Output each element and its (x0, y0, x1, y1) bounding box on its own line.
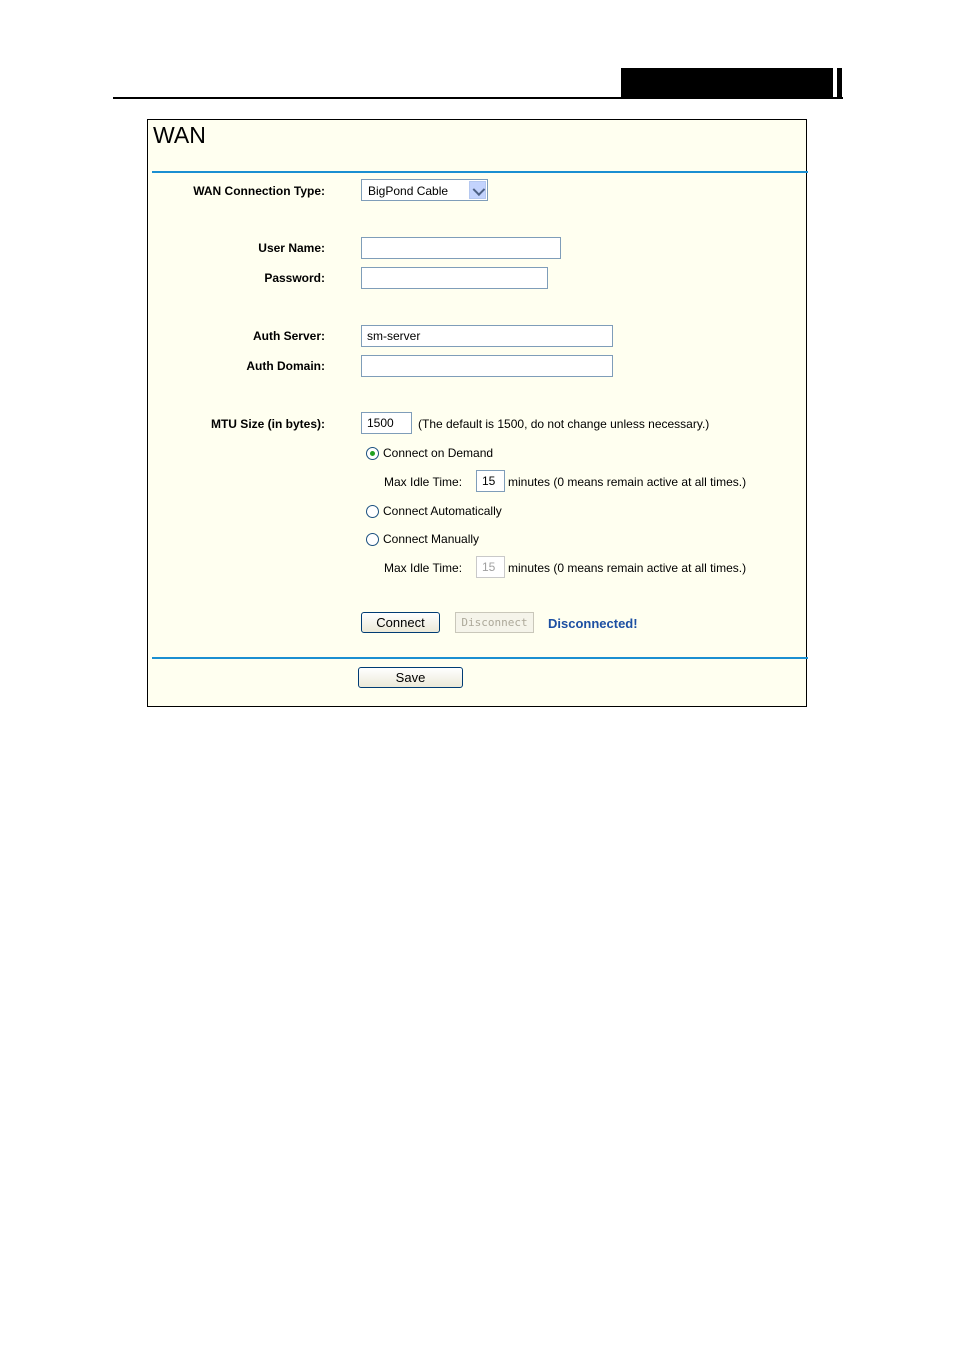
wan-panel (147, 119, 807, 707)
header-bar (621, 68, 833, 99)
password-input[interactable] (361, 267, 548, 289)
connect-button[interactable]: Connect (361, 612, 440, 633)
max-idle-input-2: 15 (476, 556, 505, 578)
connect-manually-radio[interactable] (366, 533, 379, 546)
connection-type-label: WAN Connection Type: (193, 184, 325, 198)
connection-status: Disconnected! (548, 616, 638, 631)
auth-domain-label: Auth Domain: (246, 359, 325, 373)
page-title: WAN (153, 122, 206, 148)
connect-manually-label[interactable]: Connect Manually (383, 532, 480, 546)
max-idle-label-1: Max Idle Time: (384, 475, 463, 489)
mtu-input[interactable]: 1500 (361, 412, 412, 434)
connect-on-demand-label[interactable]: Connect on Demand (383, 446, 494, 460)
mtu-hint: (The default is 1500, do not change unless necessary.) (418, 417, 710, 431)
top-divider (152, 171, 808, 173)
auth-server-label: Auth Server: (252, 329, 325, 343)
bottom-divider (152, 657, 808, 659)
max-idle-label-2: Max Idle Time: (384, 561, 463, 575)
username-label: User Name: (258, 241, 325, 255)
connect-automatically-label[interactable]: Connect Automatically (383, 504, 502, 518)
save-button[interactable]: Save (358, 667, 463, 688)
connection-type-select[interactable] (361, 179, 488, 201)
disconnect-button: Disconnect (455, 612, 534, 633)
auth-domain-input[interactable] (361, 355, 613, 377)
max-idle-hint-2: minutes (0 means remain active at all times.) (508, 561, 747, 575)
chevron-down-icon[interactable] (469, 181, 486, 199)
auth-server-input[interactable]: sm-server (361, 325, 613, 347)
connect-on-demand-radio[interactable] (366, 447, 379, 460)
password-label: Password: (264, 271, 325, 285)
connection-type-value: BigPond Cable (368, 184, 449, 198)
connect-automatically-radio[interactable] (366, 505, 379, 518)
mtu-label: MTU Size (in bytes): (210, 417, 325, 431)
max-idle-input-1[interactable]: 15 (476, 470, 505, 492)
header-rule (113, 97, 843, 99)
header-bar-accent (837, 68, 842, 99)
username-input[interactable] (361, 237, 561, 259)
max-idle-hint-1: minutes (0 means remain active at all times.) (508, 475, 747, 489)
